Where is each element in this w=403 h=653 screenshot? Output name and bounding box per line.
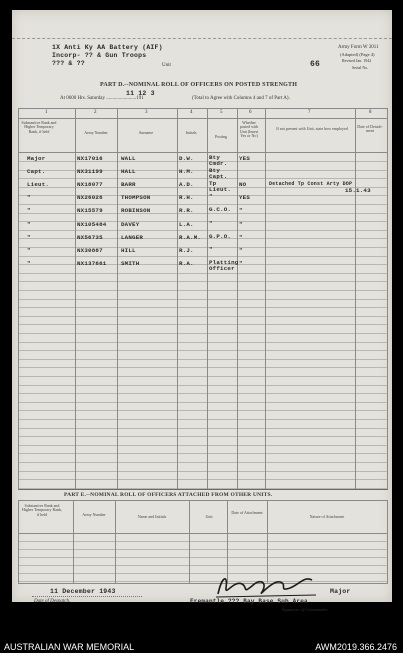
header-employed: If not present with Unit, state how employed [276,126,348,131]
roll-cell-posting: Platting Officer [209,258,239,272]
e-header-date-attachment: Date of Attachment [231,510,263,515]
total-note: (Total to Agree with Columns 4 and 7 of Part A). [192,96,290,101]
e-column-divider [115,501,116,583]
column-divider [75,109,76,489]
caption-right: AWM2019.366.2476 [315,642,397,652]
roll-cell-number: NX105484 [77,220,107,228]
e-ruled-line [19,581,387,582]
column-number: 1 [45,110,48,115]
column-number: 7 [308,110,311,115]
signature-label: Signature of Commander. [282,607,328,612]
column-number: 8 [369,110,372,115]
signer-rank: Major [330,588,351,595]
roll-cell-initials: R.R. [179,207,194,215]
header-posted-with-unit: Whether posted with Unit (Insert Yes or No) [239,120,259,139]
roll-cell-yes: " [239,246,243,254]
roll-cell-yes: YES [239,194,251,202]
at-time-line: At 0600 Hrs. Saturday ........................191 [60,96,144,101]
roll-cell-number: NX30887 [77,246,103,254]
roll-cell-yes: NO [239,181,247,189]
column-number: 2 [94,110,97,115]
caption-bar [0,612,403,653]
unit-line-3: ??? & ?? [52,60,85,67]
unit-line-1: 1X Anti Ky AA Battery (AIF) [52,44,163,51]
roll-cell-posting: G.C.O. [209,206,232,214]
column-number: 4 [190,110,193,115]
roll-cell-initials: R.J. [179,246,194,254]
e-ruled-line [19,565,387,566]
header-date-detachment: Date of Detach-ment [357,124,383,134]
roll-cell-surname: DAVEY [121,220,140,228]
roll-cell-surname: ROBINSON [121,207,151,215]
roll-cell-number: NX18077 [77,181,103,189]
roll-cell-posting: " [209,245,213,253]
column-number: 6 [249,110,252,115]
serial-number: 66 [310,60,321,69]
roll-cell-rank: " [27,194,31,202]
roll-cell-number: NX56735 [77,233,103,241]
header-posting: Posting [214,134,227,139]
e-ruled-line [19,573,387,574]
roll-cell-rank: " [27,207,31,215]
roll-cell-posting: G.P.O. [209,232,232,240]
signature-icon [212,570,322,600]
roll-cell-initials: R.H. [179,194,194,202]
roll-cell-initials: D.W. [179,155,194,162]
header-rank: Substantive Rank and Higher Temporary Rank, if held [21,120,57,134]
unit-label: Unit [162,63,171,68]
roll-cell-yes: " [239,207,243,215]
column-number: 3 [145,110,148,115]
part-e-table [18,500,388,584]
column-number: 5 [220,110,223,115]
roll-cell-initials: R.A.M. [179,233,202,241]
roll-cell-rank: Major [27,155,46,162]
roll-cell-initials: R.A. [179,259,194,267]
roll-cell-initials: H.M. [179,168,194,176]
column-divider [177,109,178,489]
column-divider [117,109,118,489]
form-edition: Revised Jan. 1942 [342,58,372,63]
roll-cell-employed: Detached Tp Const Arty DOP [269,181,353,188]
roll-cell-yes: " [239,220,243,228]
header-initials: Initials [185,130,197,135]
roll-cell-initials: A.D. [179,181,194,189]
despatch-date: 11 December 1943 [50,588,116,595]
roll-cell-surname: THOMPSON [121,194,151,202]
roll-date: 11 12 3 [126,90,155,97]
despatch-rule [32,596,142,597]
column-divider [265,109,266,489]
unit-line-2: Incorp- ?? & Gun Troops [52,52,147,59]
perforation-line [12,38,392,39]
signer-unit: Fremantle ??? Bay Base Sub Area [190,598,308,605]
roll-cell-rank: " [27,246,31,254]
roll-cell-date: 15.1.43 [345,187,371,195]
column-divider [237,109,238,489]
roll-cell-posting: Tp Lieut. [209,180,232,194]
roll-cell-surname: HILL [121,246,136,254]
part-e-title: PART E.--NOMINAL ROLL OF OFFICERS ATTACHED FROM OTHER UNITS. [64,492,273,498]
roll-cell-initials: L.A. [179,220,194,228]
roll-cell-rank: " [27,233,31,241]
roll-cell-number: NX17016 [77,155,103,162]
column-divider [207,109,208,489]
serial-label: Serial No. [352,65,369,70]
e-header-nature: Nature of Attachment [309,514,345,519]
roll-cell-yes: YES [239,155,251,162]
roll-cell-number: NX26026 [77,194,103,202]
roll-cell-rank: " [27,220,31,228]
e-header-name: Name and Initials [137,514,167,519]
column-divider [355,109,356,489]
part-d-table [18,108,388,490]
form-name: Army Form W 3011 [338,45,379,50]
roll-cell-surname: LANGER [121,233,144,241]
e-header-army-number: Army Number [82,512,106,517]
roll-cell-number: NX137661 [77,259,107,267]
e-ruled-line [19,549,387,550]
e-ruled-line [19,541,387,542]
roll-cell-yes: " [239,233,243,241]
roll-cell-yes: " [239,259,243,267]
roll-cell-surname: HALL [121,168,136,176]
roll-cell-rank: Capt. [27,168,46,176]
roll-cell-posting: " [209,193,213,201]
e-ruled-line [19,557,387,558]
roll-cell-surname: SMITH [121,259,140,267]
roll-cell-surname: WALL [121,155,136,162]
e-column-divider [73,501,74,583]
roll-cell-posting: Bty Capt. [209,167,228,181]
e-header-unit: Unit [205,514,213,519]
form-sub: (Adapted) (Page 4) [340,52,375,57]
roll-cell-posting: Bty Cmdr. [209,154,228,167]
header-army-number: Army Number [84,130,108,135]
e-header-rank: Substantive Rank and Higher Temporary Rank, if held [22,503,62,517]
caption-left: AUSTRALIAN WAR MEMORIAL [4,642,135,652]
roll-cell-rank: " [27,259,31,267]
part-d-title: PART D.--NOMINAL ROLL OF OFFICERS ON POSTED STRENGTH [100,82,298,88]
document-sheet [12,10,392,612]
roll-cell-number: NX31199 [77,168,103,176]
roll-cell-surname: BARR [121,181,136,189]
roll-cell-number: NX15579 [77,207,103,215]
header-surname: Surname [138,130,154,135]
roll-cell-rank: Lieut. [27,181,50,189]
e-column-divider [189,501,190,583]
despatch-label: Date of Despatch. [34,599,71,604]
roll-cell-posting: " [209,219,213,227]
